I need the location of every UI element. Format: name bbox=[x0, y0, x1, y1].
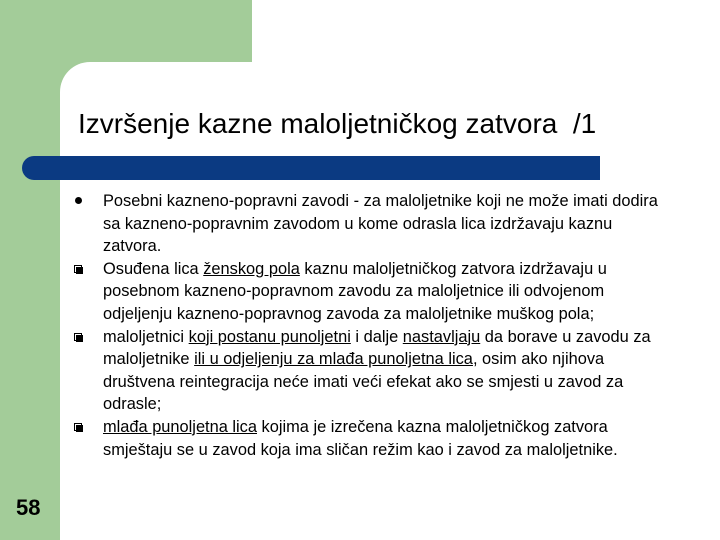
slide-title: Izvršenje kazne maloljetničkog zatvora /1 bbox=[78, 108, 597, 139]
bullet-text: kojima je izrečena kazna maloljetničkog zatvora smještaju se u zavod koja ima sličan režim kao i zavod za maloljetnike. bbox=[103, 417, 618, 459]
bullet-text: maloljetnici bbox=[103, 327, 189, 346]
bullet-item bbox=[73, 258, 673, 326]
bullet-text: i dalje bbox=[350, 327, 403, 346]
bullet-item bbox=[73, 326, 673, 416]
bullet-item bbox=[73, 190, 673, 258]
hollow-square-bullet-icon bbox=[73, 258, 87, 280]
underlined-text: nastavljaju bbox=[402, 327, 481, 346]
bullet-item bbox=[73, 416, 673, 461]
title-underline-bar bbox=[22, 156, 600, 180]
bullet-text: Osuđena lica bbox=[103, 259, 204, 278]
underlined-text: mlađa punoljetna lica bbox=[103, 417, 257, 436]
underlined-text: ili u odjeljenju za mlađa punoljetna lica bbox=[194, 350, 473, 369]
hollow-square-bullet-icon bbox=[73, 326, 87, 348]
bullet-text: , osim ako njihova društvena reintegracija neće imati veći efekat ako se smjesti u zavod za odrasle; bbox=[103, 350, 624, 414]
bullet-list bbox=[73, 190, 673, 461]
bullet-text: kaznu maloljetničkog zatvora izdržavaju u posebnom kazneno-popravnom zavodu za maloljetnice ili odvojenom odjeljenju kazneno-popravnog zavoda za maloljetnike muškog pola; bbox=[103, 259, 607, 323]
slide-number: 58 bbox=[16, 495, 41, 520]
filled-disc-bullet-icon bbox=[73, 190, 87, 212]
bullet-text: Posebni kazneno-popravni zavodi - za maloljetnike koji ne može imati dodira sa kazneno-popravnim zavodom u kome odrasla lica izdržavaju kaznu zatvora. bbox=[103, 192, 658, 256]
hollow-square-bullet-icon bbox=[73, 416, 87, 438]
bullet-text: da borave u zavodu za maloljetnike bbox=[103, 327, 651, 369]
underlined-text: ženskog pola bbox=[203, 259, 300, 278]
underlined-text: koji postanu punoljetni bbox=[188, 327, 351, 346]
